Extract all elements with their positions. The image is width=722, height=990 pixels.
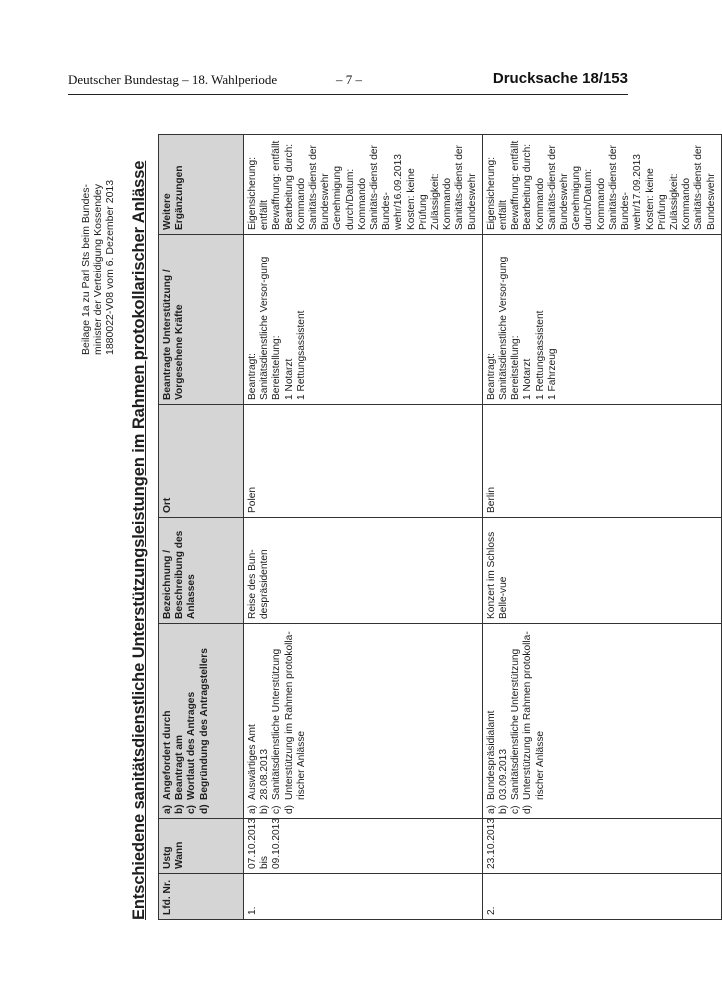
support-line: Beantragt:: [247, 352, 258, 400]
additional-line: Bewaffnung: entfällt: [271, 140, 283, 230]
item-value: Unterstützung im Rahmen protokolla-rischer Anlässe: [522, 631, 546, 800]
item-key: b): [259, 804, 271, 814]
item-value: Unterstützung im Rahmen protokolla-rischer Anlässe: [283, 631, 307, 800]
additional-line: Eigensicherung: entfällt: [485, 156, 510, 230]
additional-line: Bewaffnung: entfällt: [510, 140, 522, 230]
additional-line: Kommando Sanitäts-dienst der Bundes-wehr/16.09.2013: [356, 145, 405, 230]
cell-description: Reise des Bun-despräsidenten: [244, 518, 483, 624]
cell-when: [482, 819, 721, 874]
additional-line: Kommando Sanitäts-dienst der Bundes-wehr/17.09.2013: [595, 145, 644, 230]
cell-requested-support: [482, 235, 721, 405]
page-header: [68, 72, 628, 92]
cell-additional: [482, 135, 721, 235]
support-table: [158, 134, 722, 920]
support-line: Sanitätsdienstliche Versor-gung: [259, 256, 271, 400]
document-number-prefix: Drucksache 18/: [492, 70, 603, 87]
additional-line: Kommando Sanitäts-dienst der Bundeswehr: [442, 145, 478, 230]
col-header-additional: Weitere Ergänzungen: [159, 135, 244, 235]
document-number: [493, 70, 628, 87]
publication-title: Deutscher Bundestag – 18. Wahlperiode: [68, 72, 278, 87]
table-row: [482, 135, 721, 920]
item-key: c): [186, 804, 198, 814]
item-value: Auswärtiges Amt: [247, 724, 258, 800]
item-value: Angefordert durch: [162, 710, 173, 800]
date-line: 09.10.2013: [271, 818, 283, 869]
item-key: c): [271, 805, 283, 814]
attachment-note-line: Beilage 1a zu Parl Sts beim Bundes-: [80, 183, 92, 355]
cell-request: [482, 624, 721, 819]
request-item: [271, 628, 283, 814]
cell-nr: 2.: [482, 874, 721, 920]
additional-line: Genehmigung durch/Datum:: [571, 165, 595, 230]
item-value: Sanitätsdienstliche Unterstützung: [510, 648, 522, 800]
cell-nr: 1.: [244, 874, 483, 920]
request-item: [498, 628, 510, 814]
additional-line: Kommando Sanitäts-dienst der Bundeswehr: [295, 145, 332, 230]
item-key: b): [174, 804, 186, 814]
attachment-note-line: 1880022-V08 vom 6. Dezember 2013: [104, 179, 116, 355]
cell-location: Berlin: [482, 405, 721, 518]
page-number: – 7 –: [336, 72, 362, 87]
col-header-location: Ort: [159, 405, 244, 518]
cell-requested-support: [244, 235, 483, 405]
support-line: Beantragt:: [485, 352, 497, 400]
col-header-ustg-line: Wann: [174, 841, 186, 869]
additional-line: Prüfung Zulässigkeit:: [656, 173, 680, 230]
item-value: 28.08.2013: [259, 749, 271, 800]
header-item: [162, 628, 174, 814]
table-row: [244, 135, 483, 920]
col-header-description: Bezeichnung / Beschreibung des Anlasses: [159, 518, 244, 624]
support-line: 1 Notarzt: [283, 358, 295, 400]
item-key: d): [522, 804, 534, 814]
item-value: 03.09.2013: [498, 749, 510, 800]
item-value: Sanitätsdienstliche Unterstützung: [271, 648, 283, 800]
additional-line: Kommando Sanitäts-dienst der Bundeswehr: [534, 145, 571, 230]
request-item: [522, 628, 546, 814]
support-line: Bereitstellung:: [510, 335, 522, 400]
date-line: 07.10.2013: [247, 818, 258, 869]
item-key: a): [485, 804, 497, 814]
additional-line: Prüfung Zulässigkeit:: [417, 173, 442, 230]
item-key: d): [283, 804, 295, 814]
header-rule: [68, 94, 628, 95]
additional-line: Kosten: keine: [405, 168, 417, 230]
additional-line: Kosten: keine: [644, 168, 656, 230]
attachment-note-line: minister der Verteidigung Kossendey: [92, 183, 104, 355]
item-key: b): [498, 804, 510, 814]
request-item: [247, 628, 259, 814]
cell-location: Polen: [244, 405, 483, 518]
cell-additional: [244, 135, 483, 235]
header-item: [186, 628, 198, 814]
request-item: [486, 628, 498, 814]
table-title: Entschiedene sanitätsdienstliche Unterstützungsleistungen im Rahmen protokollarischer Anlässe: [130, 160, 148, 920]
item-key: a): [247, 804, 258, 814]
header-item: [199, 628, 211, 814]
table-header-row: [159, 135, 244, 920]
additional-line: Bearbeitung durch:: [522, 143, 534, 230]
header-item: [174, 628, 186, 814]
item-value: Wortlaut des Antrages: [186, 691, 198, 800]
col-header-nr: Lfd. Nr.: [159, 874, 244, 920]
rotated-scan: [80, 120, 717, 920]
additional-line: Eigensicherung: entfällt: [247, 156, 271, 230]
cell-description: Konzert im Schloss Belle-vue: [482, 518, 721, 624]
date-line: bis: [259, 855, 271, 869]
support-line: 1 Notarzt: [522, 358, 534, 400]
additional-line: Genehmigung durch/Datum:: [332, 165, 356, 230]
item-value: Bundespräsidialamt: [485, 710, 497, 800]
col-header-requested-support: Beantragte Unterstützung / Vorgesehene Kräfte: [159, 235, 244, 405]
attachment-note: [80, 125, 116, 355]
col-header-ustg: [159, 819, 244, 874]
cell-request: [244, 624, 483, 819]
request-item: [284, 628, 308, 814]
item-key: c): [510, 805, 522, 814]
item-value: Begründung des Antragstellers: [198, 648, 210, 800]
col-header-ustg-line: Ustg: [162, 846, 173, 869]
date-line: 23.10.2013: [485, 818, 497, 869]
document-number-value: 153: [602, 70, 628, 87]
item-value: Beantragt am: [174, 734, 186, 800]
support-line: Bereitstellung:: [271, 335, 283, 400]
request-item: [510, 628, 522, 814]
item-key: a): [162, 804, 173, 814]
request-item: [259, 628, 271, 814]
additional-line: Bearbeitung durch:: [283, 143, 295, 230]
support-line: 1 Rettungsassistent: [534, 310, 546, 400]
item-key: d): [198, 804, 210, 814]
cell-when: [244, 819, 483, 874]
support-line: 1 Fahrzeug: [546, 348, 558, 400]
support-line: Sanitätsdienstliche Versor-gung: [498, 256, 510, 400]
additional-line: Kommando Sanitäts-dienst der Bundeswehr: [681, 145, 717, 230]
support-line: 1 Rettungsassistent: [295, 310, 307, 400]
col-header-request: [159, 624, 244, 819]
